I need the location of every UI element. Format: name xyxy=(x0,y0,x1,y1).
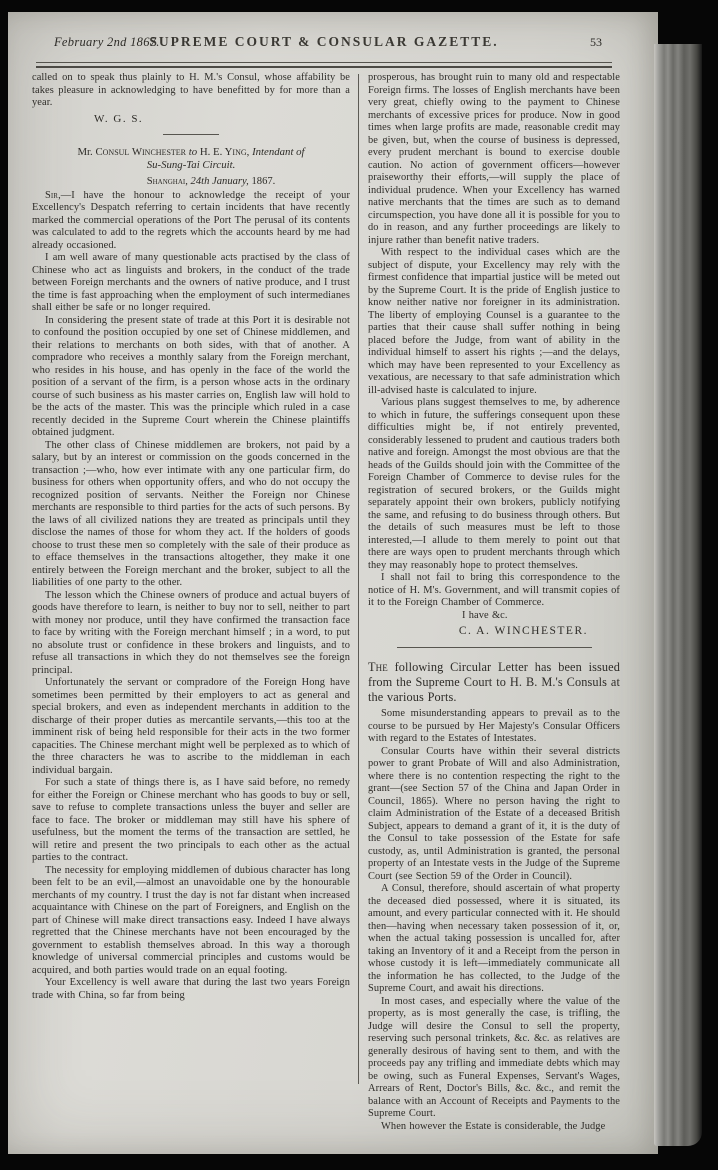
letter-heading-title: Intendant of xyxy=(252,145,305,158)
text-columns xyxy=(32,72,620,1142)
masthead-page-number: 53 xyxy=(590,35,602,49)
gazette-page xyxy=(8,12,658,1154)
circular-intro-paragraph xyxy=(368,660,620,704)
right-paragraph: prosperous, has brought ruin to many old and respectable Foreign firms. The losses of English merchants have been very great, chiefly owing to the payment to Chinese merchants of excessive prices for produce. Now in good times when large profits are made, reasonable credit may be given, but, when the course of business is depressed, every prudent merchant is bound to exercise double caution. No action of government officers—however praiseworthy their efforts,—will supply the place of individual prudence. When your Excellency has warned native merchants that the times are such as to demand circumspection, you have done all it is possible for you to do in reason, and any further proceedings are likely to injure rather than benefit native traders. xyxy=(368,72,620,246)
signature-divider-rule xyxy=(397,647,592,648)
dateline-year: 1867. xyxy=(251,175,276,187)
book-page-edges xyxy=(654,44,702,1146)
circular-intro-text: following Circular Letter has been issued from the Supreme Court to H. B. M.'s Consuls at the various Ports. xyxy=(368,660,620,704)
section-divider-rule xyxy=(163,134,219,135)
letter-heading xyxy=(32,146,350,173)
left-paragraph: Unfortunately the servant or compradore of the Foreign Hong have sometimes been permitted by their employers to act as general and special brokers, and even as independent merchants in addition to the discharge of their proper duties as mercantile servants,—this too at the imminent risk of being held responsible for their acts in the two former capacities. The Chinese merchant might well be perplexed as to which of the three characters he was to ascribe to the middleman in each individual bargain. xyxy=(32,677,350,776)
dateline-date: 24th January, xyxy=(190,175,249,187)
letter-heading-prefix: Mr. xyxy=(77,145,93,158)
right-column xyxy=(368,72,620,1142)
left-paragraph: The other class of Chinese middlemen are brokers, not paid by a salary, but by an interest or commission on the goods concerned in the transaction ;—who, how ever intimate with any one particular firm, do business for others when opportunity offers, and who do not occupy the recognized position of servants. Neither the Foreign nor Chinese merchants are responsible to third parties for the acts of such persons. By the laws of all civilized nations they are treated as principals until they disclose the names of those for whom they act. If the holders of goods choose to trust these men so completely with the sale of their produce as to efface themselves in the transactions altogether, they make it one entirely between the Foreign merchant and the broker, subject to all the liabilities of one party to the other. xyxy=(32,439,350,588)
continuation-paragraph: called on to speak thus plainly to H. M.'s Consul, whose affability be takes pleasure in acknowledging to have benefitted by for more than a year. xyxy=(32,72,350,108)
correspondent-initials: W. G. S. xyxy=(94,112,144,125)
right-paragraph: With respect to the individual cases which are the subject of dispute, your Excellency may rely with the firmest confidence that impartial justice will be meted out by the Supreme Court. It is the pride of English justice to know neither native nor foreigner in its administration. The liberty of employing Counsel is a guarantee to the parties that their cause shall suffer nothing in being placed before the Judge, from want of ability in the individual himself to assert his rights ;—and the delays, which may have been represented to your Excellency as vexatious, are necessary to that safe administration which ill-advised haste is calculated to injure. xyxy=(368,247,620,396)
letter-opening-paragraph xyxy=(32,190,350,253)
circular-paragraph: Consular Courts have within their several districts power to grant Probate of Will and also Administration, where there is no contention respecting the right to the grant—(see Section 57 of the China and Japan Order in Council, 1865). Where no person having the right to claim Administration of the Estate of a deceased British Subject, appears to demand a grant of it, it is the duty of the Consul to take possession of the Estate for safe custody, as, until Administration is granted, the personal property of an Intestate vests in the Judge of the Supreme Court (see Section 59 of the Order in Council). xyxy=(368,745,620,882)
right-paragraph: Various plans suggest themselves to me, by adherence to which in future, the sufferings consequent upon these difficulties might be, if not entirely prevented, considerably lessened to prudent and cautious traders both native and foreign. Amongst the most obvious are that the heads of the Guilds should join with the Committee of the Foreign Chamber of Commerce to devise rules for the registration of secured brokers, or the Guilds might separately appoint their own brokers, publicly notifying the same, and refusing to do business through others. But the details of such measures must be left to those interested,—I allude to them merely to point out that there are ways open to prudent merchants through which they may reasonably hope to protect themselves. xyxy=(368,397,620,571)
valediction: I have &c. xyxy=(462,609,508,621)
masthead xyxy=(38,34,610,54)
column-divider-rule xyxy=(358,74,359,1084)
winchester-signature: C. A. WINCHESTER. xyxy=(458,625,588,637)
circular-paragraph: When however the Estate is considerable, the Judge xyxy=(381,1120,606,1132)
masthead-title: SUPREME COURT & CONSULAR GAZETTE. xyxy=(149,34,499,49)
letter-opening-text: ,—I have the honour to acknowledge the receipt of your Excellency's Despatch referring to certain incidents that have recently marked the commercial operations of the Port The perusal of its contents was calculated to add to the regrets which the accounts heard by me had already occasioned. xyxy=(32,189,350,251)
dateline-place: Shanghai, xyxy=(146,175,188,187)
left-paragraph: In considering the present state of trade at this Port it is desirable not to confound the position occupied by one set of Chinese middlemen, and their relations to merchants on both sides, with that of another. A compradore who receives a monthly salary from the Foreign merchant, who resides in his house, and has openly in the face of the world the position of a servant of the firm, is a person whose acts in the ordinary course of such business as his master carries on, English law will hold to be the acts of the master. This was the principle which ruled in a case recently decided in the Supreme Court wherein the Chinese plaintiffs obtained judgment. xyxy=(32,314,350,438)
salutation-lead: Sir xyxy=(45,189,59,201)
letter-heading-recipient: H. E. Ying, xyxy=(199,145,250,158)
masthead-date: February 2nd 1867. xyxy=(54,35,160,49)
masthead-double-rule xyxy=(36,62,612,68)
letter-heading-title-line2: Su-Sung-Tai Circuit. xyxy=(146,159,236,171)
letter-heading-sender: Consul Winchester xyxy=(95,145,187,158)
right-paragraph: I shall not fail to bring this correspondence to the notice of H. M's. Government, and will transmit copies of it to the Foreign Chamber of Commerce. xyxy=(368,572,620,608)
circular-paragraph: A Consul, therefore, should ascertain of what property the deceased died possessed, where it is situated, its amount, and every particular connected with it. He should then—having when necessary taken possession of it, or, when the actual taking possession is uncalled for, after taking an Inventory of it and a Receipt from the person in whose custody it is left—immediately communicate all the information he has collected, to the Judge of the Supreme Court, and await his directions. xyxy=(368,883,620,995)
left-paragraph: For such a state of things there is, as I have said before, no remedy for either the Foreign or Chinese merchant who has goods to buy or sell, save to refuse to complete transactions unless the buyer and seller are face to face. The broker or middleman may still have his sphere of usefulness, but the moment the terms of the transaction are settled, he will retire and present the two principals to each other as the actual parties to the contract. xyxy=(32,777,350,863)
left-paragraph: The lesson which the Chinese owners of produce and actual buyers of goods have therefore to learn, is neither to buy nor to sell, neither to part with money nor produce, until they have confirmed the transaction face to face by writing with the Foreign merchant himself ; in a word, to put no absolute trust or confidence in these brokers and linguists, and to refuse all transactions in which they do not themselves see the foreign principal. xyxy=(32,589,350,676)
left-paragraph: I am well aware of many questionable acts practised by the class of Chinese who act as linguists and brokers, in the conduct of the trade between Foreign merchants and the owners of native produce, and I trust the time is fast approaching when the employment of such intermedianes shall either be safe or no longer required. xyxy=(32,252,350,313)
left-paragraph: The necessity for employing middlemen of dubious character has long been felt to be an evil,—almost an unavoidable one by the honourable merchants of my country. I trust the day is not far distant when increased acquaintance with Chinese on the part of Foreigners, and English on the part of Chinese will make direct transactions easy. Indeed I have always regretted that the Chinese merchants have not been encouraged by the government to establish themselves abroad. In this way a thorough knowledge of universal commercial principles and customs would be acquired, and both parties would trade on an equal footing. xyxy=(32,864,350,976)
circular-intro-lead: The xyxy=(368,660,388,674)
circular-paragraph: Some misunderstanding appears to prevail as to the course to be pursued by Her Majesty's Consular Officers with regard to the Estates of Intestates. xyxy=(368,708,620,745)
letter-heading-to: to xyxy=(188,145,198,158)
shanghai-dateline xyxy=(72,176,350,187)
left-column xyxy=(32,72,350,1142)
left-paragraph: Your Excellency is well aware that during the last two years Foreign trade with China, so far from being xyxy=(32,977,350,1001)
circular-paragraph: In most cases, and especially where the value of the property, as is most generally the case, is trifling, the Judge will desire the Consul to sell the property, reserving such personal trinkets, &c. &c. as relatives are generally desirous of having sent to them, and with the proceeds pay any trifling and immediate debts which may be owing, such as Funeral Expenses, Servant's Wages, Arrears of Rent, Doctor's Bills, &c. &c., and remit the balance with an Account of Receipts and Payments to the Supreme Court. xyxy=(368,995,620,1120)
